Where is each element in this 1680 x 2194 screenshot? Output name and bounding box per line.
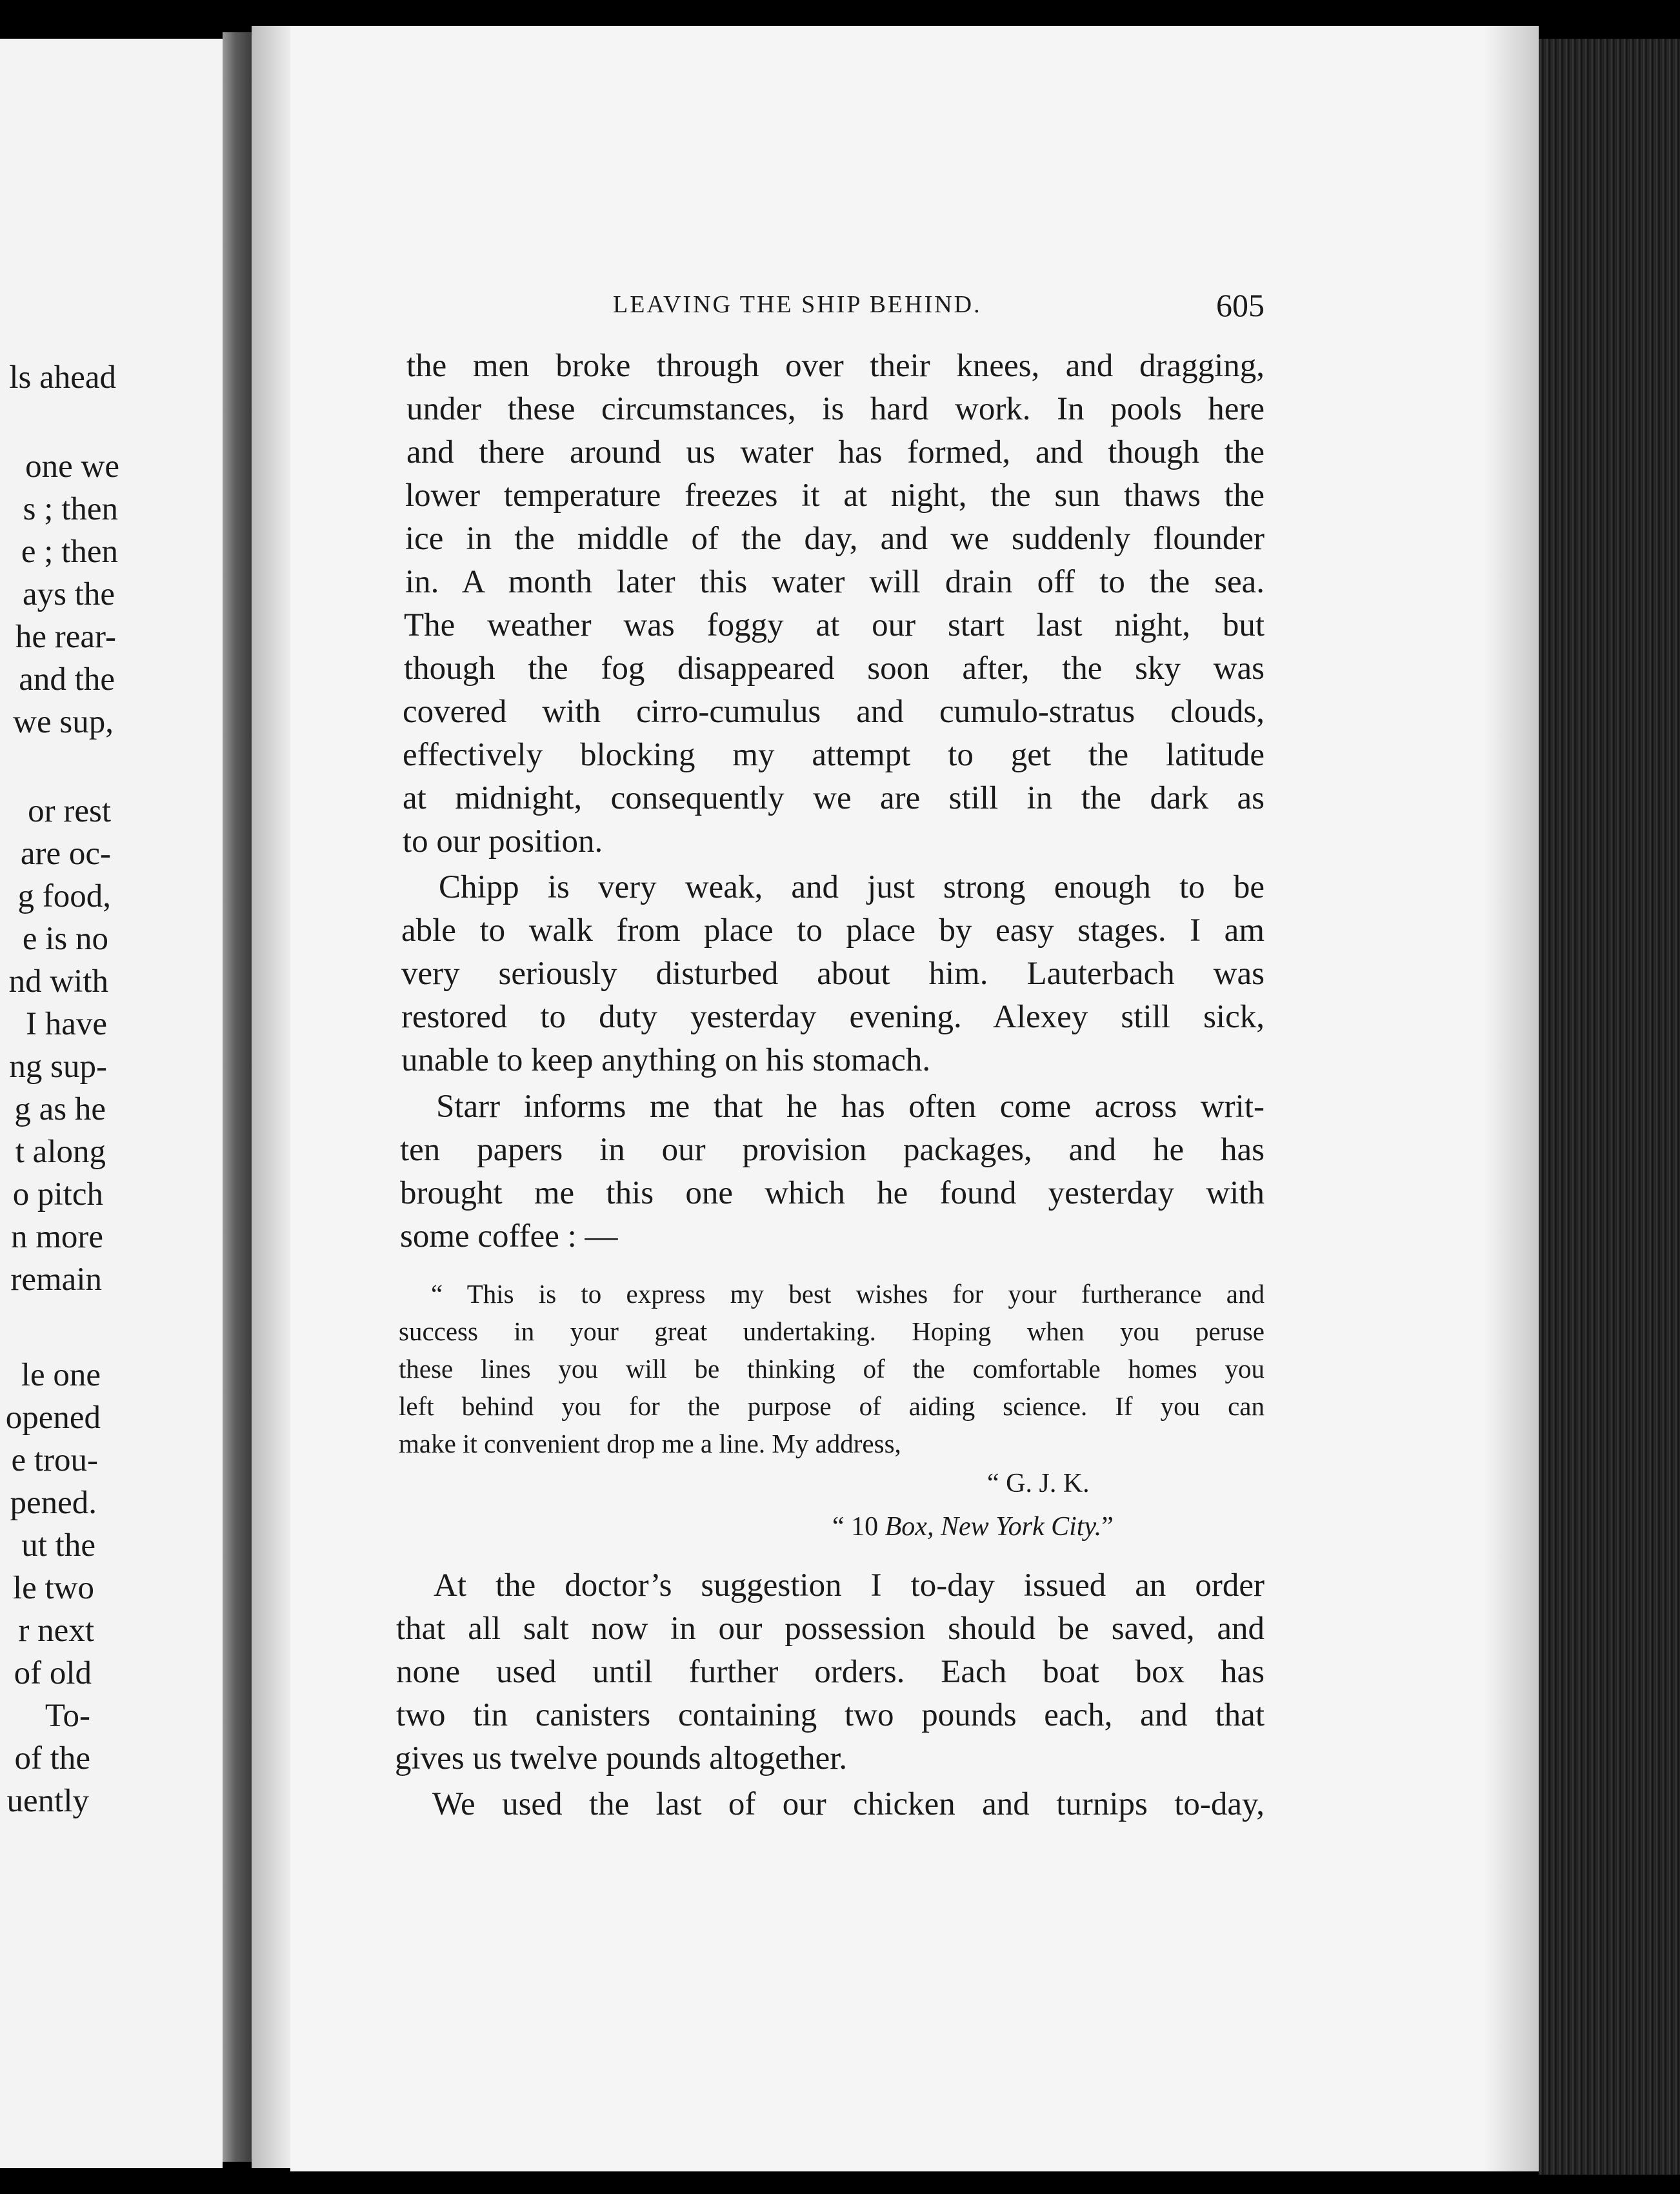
quote-line: left behind you for the purpose of aiding science. If you can — [399, 1391, 1265, 1421]
text-line: two tin canisters containing two pounds each, and that — [396, 1697, 1265, 1733]
left-page-fragment: o pitch — [12, 1176, 103, 1213]
left-page-fragment: uently — [6, 1783, 89, 1819]
text-line: in. A month later this water will drain off to the sea. — [405, 564, 1265, 600]
text-line: under these circumstances, is hard work. In pools here — [406, 391, 1265, 427]
left-page-fragment: we sup, — [13, 704, 114, 740]
book-gutter — [223, 32, 252, 2162]
text-line: gives us twelve pounds altogether. — [395, 1740, 848, 1776]
text-line: able to walk from place to place by easy stages. I am — [401, 912, 1265, 949]
quote-line: “ This is to express my best wishes for your furtherance and — [431, 1279, 1265, 1309]
quote-line: make it convenient drop me a line. My address, — [399, 1429, 901, 1458]
left-page-fragment: I have — [25, 1006, 107, 1042]
book-fore-edge — [1539, 39, 1680, 2175]
text-line: effectively blocking my attempt to get the latitude — [403, 737, 1265, 773]
text-line: very seriously disturbed about him. Lauterbach was — [401, 956, 1265, 992]
left-page-fragment: e ; then — [21, 534, 118, 570]
text-line: the men broke through over their knees, and dragging, — [406, 348, 1265, 384]
left-page-fragment: or rest — [28, 793, 111, 829]
text-line: brought me this one which he found yesterday with — [400, 1175, 1265, 1211]
left-page-fragment: ls ahead — [9, 359, 116, 396]
left-page-fragment: e trou- — [11, 1442, 98, 1478]
text-line: We used the last of our chicken and turnips to-day, — [432, 1786, 1265, 1822]
text-line: ten papers in our provision packages, and he has — [400, 1132, 1265, 1168]
left-page-fragment: n more — [10, 1219, 103, 1255]
left-page-fragment: remain — [10, 1262, 102, 1298]
left-page-fragment: t along — [15, 1134, 106, 1170]
left-page-fragment: of old — [14, 1655, 92, 1691]
left-page-fragment: ut the — [21, 1527, 95, 1564]
left-page-fragment: ays the — [22, 576, 115, 612]
left-page-fragment: and the — [19, 661, 115, 698]
left-page-fragment: s ; then — [23, 491, 118, 527]
address-prefix: “ 10 — [832, 1512, 885, 1542]
page-number: 605 — [1216, 287, 1265, 323]
text-line: unable to keep anything on his stomach. — [401, 1042, 931, 1078]
left-page-fragment: one we — [25, 448, 119, 485]
text-line: The weather was foggy at our start last night, but — [404, 607, 1265, 643]
left-page — [0, 39, 223, 2168]
text-line: At the doctor’s suggestion I to-day issued an order — [434, 1567, 1265, 1604]
running-title: LEAVING THE SHIP BEHIND. — [613, 291, 982, 318]
left-page-fragment: opened — [5, 1400, 101, 1436]
left-page-fragment: le two — [12, 1570, 94, 1606]
text-line: lower temperature freezes it at night, the sun thaws the — [405, 478, 1265, 514]
text-line: Starr informs me that he has often come across writ- — [436, 1089, 1265, 1125]
left-page-fragment: of the — [14, 1740, 90, 1776]
left-page-fragment: he rear- — [15, 619, 116, 655]
text-line: covered with cirro-cumulus and cumulo-stratus clouds, — [403, 694, 1265, 730]
left-page-fragment: e is no — [22, 921, 108, 957]
left-page-fragment: ng sup- — [9, 1049, 107, 1085]
text-line: that all salt now in our possession should be saved, and — [396, 1611, 1265, 1647]
text-line: none used until further orders. Each boat box has — [396, 1654, 1265, 1690]
gutter-shadow — [252, 26, 290, 2168]
text-line: to our position. — [403, 823, 603, 860]
text-line: some coffee : — — [400, 1218, 618, 1254]
text-line: though the fog disappeared soon after, the sky was — [404, 650, 1265, 687]
text-line: ice in the middle of the day, and we suddenly flounder — [405, 521, 1265, 557]
left-page-fragment: g food, — [17, 878, 111, 914]
quote-line: these lines you will be thinking of the comfortable homes you — [399, 1354, 1265, 1384]
text-line: at midnight, consequently we are still in the dark as — [403, 780, 1265, 816]
signature-address — [832, 1513, 1114, 1540]
address-suffix: ” — [1101, 1512, 1114, 1542]
quote-line: success in your great undertaking. Hoping when you peruse — [399, 1316, 1265, 1346]
left-page-fragment: r next — [18, 1613, 94, 1649]
page-edge-shade — [1484, 26, 1539, 2171]
left-page-fragment: nd with — [8, 963, 108, 1000]
address-italic: Box, New York City. — [885, 1512, 1102, 1542]
left-page-fragment: le one — [21, 1357, 101, 1393]
left-page-fragment: To- — [45, 1698, 90, 1734]
left-page-fragment: g as he — [14, 1091, 106, 1127]
text-line: and there around us water has formed, and though the — [406, 434, 1265, 470]
signature-name: “ G. J. K. — [987, 1469, 1090, 1498]
left-page-fragment: pened. — [10, 1485, 97, 1521]
text-line: Chipp is very weak, and just strong enough to be — [439, 869, 1265, 905]
left-page-fragment: are oc- — [20, 836, 111, 872]
text-line: restored to duty yesterday evening. Alexey still sick, — [401, 999, 1265, 1035]
